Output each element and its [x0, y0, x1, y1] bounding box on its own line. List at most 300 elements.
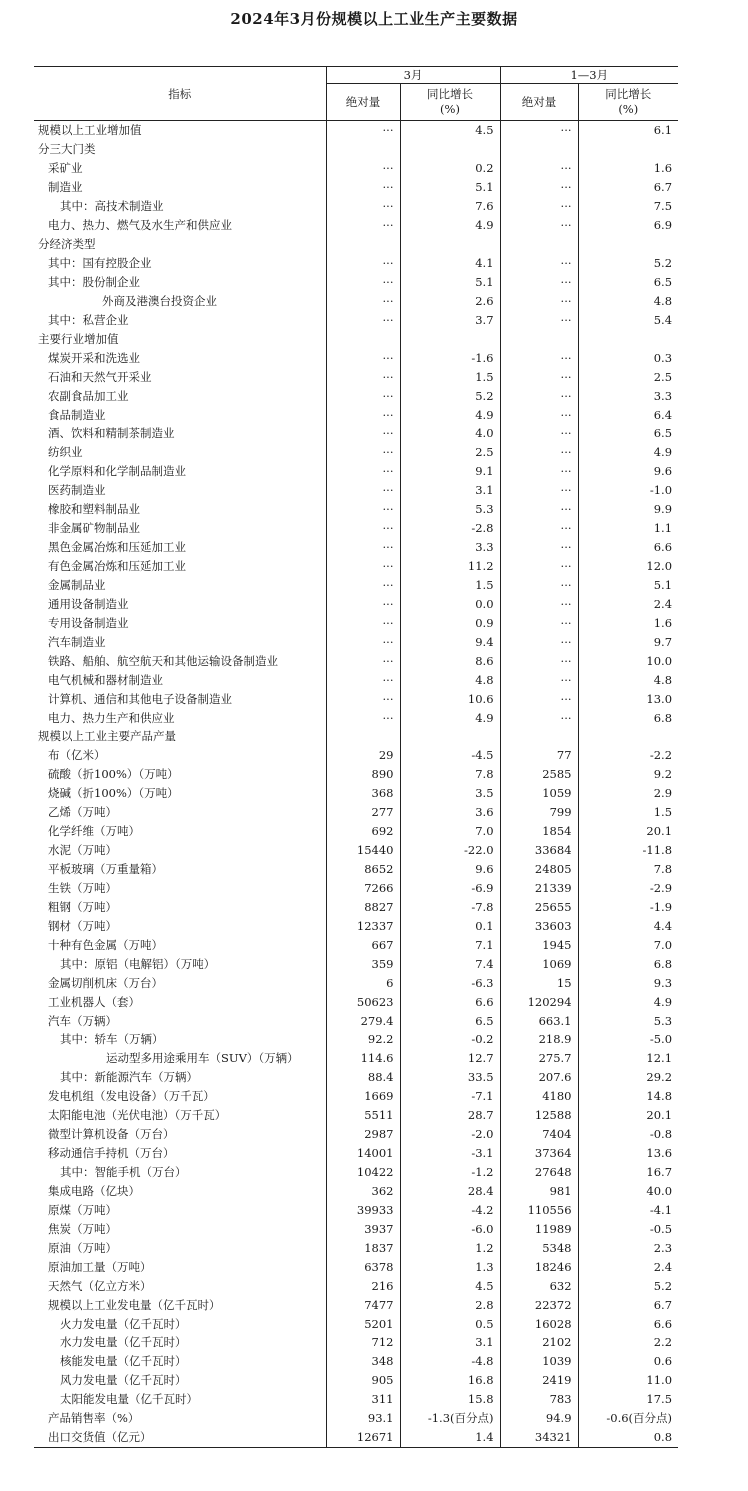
ytd-yoy-cell: -1.9 — [578, 897, 678, 916]
month-yoy-cell: 3.1 — [400, 1333, 500, 1352]
ytd-abs-cell: ··· — [500, 500, 578, 519]
month-abs-cell: 311 — [326, 1390, 400, 1409]
ytd-abs-cell: 5348 — [500, 1238, 578, 1257]
ytd-yoy-cell: 0.3 — [578, 348, 678, 367]
table-row — [34, 1314, 678, 1333]
ytd-yoy-cell: 9.9 — [578, 500, 678, 519]
month-abs-cell: ··· — [326, 651, 400, 670]
row-label: 平板玻璃（万重量箱） — [48, 862, 163, 877]
ytd-yoy-cell: 13.6 — [578, 1144, 678, 1163]
month-yoy-cell: 4.9 — [400, 216, 500, 235]
row-label: 煤炭开采和洗选业 — [48, 350, 140, 365]
ytd-abs-cell: ··· — [500, 576, 578, 595]
table-row — [34, 1333, 678, 1352]
month-yoy-cell: 4.5 — [400, 121, 500, 140]
row-label: 工业机器人（套） — [48, 994, 140, 1009]
month-yoy-cell: -2.0 — [400, 1125, 500, 1144]
table-row — [34, 367, 678, 386]
ytd-abs-cell: ··· — [500, 159, 578, 178]
month-yoy-cell: 4.0 — [400, 424, 500, 443]
month-yoy-cell: 1.2 — [400, 1238, 500, 1257]
ytd-abs-cell: ··· — [500, 538, 578, 557]
table-row — [34, 462, 678, 481]
month-yoy-cell: 9.6 — [400, 860, 500, 879]
ytd-yoy-cell: 1.6 — [578, 613, 678, 632]
ytd-yoy-cell: 7.0 — [578, 935, 678, 954]
month-yoy-cell: -6.0 — [400, 1219, 500, 1238]
table-row — [34, 405, 678, 424]
ytd-yoy-cell: 6.8 — [578, 708, 678, 727]
ytd-yoy-cell — [578, 727, 678, 746]
table-row — [34, 1049, 678, 1068]
ytd-yoy-cell: 2.4 — [578, 594, 678, 613]
table-row — [34, 254, 678, 273]
ytd-yoy-cell: 13.0 — [578, 689, 678, 708]
table-row — [34, 879, 678, 898]
ytd-abs-cell: 24805 — [500, 860, 578, 879]
ytd-abs-cell: 4180 — [500, 1087, 578, 1106]
row-label: 采矿业 — [48, 161, 83, 176]
table-row — [34, 235, 678, 254]
month-yoy-cell: 7.4 — [400, 954, 500, 973]
ytd-yoy-cell: 4.8 — [578, 291, 678, 310]
row-label: 计算机、通信和其他电子设备制造业 — [48, 691, 232, 706]
month-abs-cell: ··· — [326, 576, 400, 595]
ytd-abs-cell: 2102 — [500, 1333, 578, 1352]
month-yoy-cell: 0.0 — [400, 594, 500, 613]
ytd-yoy-cell: 2.2 — [578, 1333, 678, 1352]
ytd-yoy-cell: 12.1 — [578, 1049, 678, 1068]
month-abs-cell: ··· — [326, 291, 400, 310]
page-title: 2024年3月份规模以上工业生产主要数据 — [230, 10, 518, 28]
table-row — [34, 992, 678, 1011]
table-row — [34, 841, 678, 860]
table-row — [34, 121, 678, 140]
table-row — [34, 1106, 678, 1125]
row-label: 烧碱（折100%）（万吨） — [48, 786, 179, 801]
month-abs-cell: ··· — [326, 708, 400, 727]
month-abs-cell: 216 — [326, 1276, 400, 1295]
ytd-yoy-cell — [578, 235, 678, 254]
ytd-abs-cell: 7404 — [500, 1125, 578, 1144]
month-yoy-cell: 4.8 — [400, 670, 500, 689]
month-yoy-cell: 3.6 — [400, 803, 500, 822]
ytd-abs-cell: 799 — [500, 803, 578, 822]
row-label: 铁路、船舶、航空航天和其他运输设备制造业 — [48, 653, 278, 668]
month-yoy-cell: -1.6 — [400, 348, 500, 367]
ytd-yoy-cell: 0.8 — [578, 1428, 678, 1447]
ytd-yoy-cell: 3.3 — [578, 386, 678, 405]
ytd-abs-cell: ··· — [500, 670, 578, 689]
ytd-yoy-cell: 6.5 — [578, 424, 678, 443]
row-label: 黑色金属冶炼和压延加工业 — [48, 540, 186, 555]
table-row — [34, 500, 678, 519]
month-yoy-cell — [400, 329, 500, 348]
table-row — [34, 860, 678, 879]
row-label: 纺织业 — [48, 445, 83, 460]
row-label: 风力发电量（亿千瓦时） — [60, 1373, 187, 1388]
month-yoy-cell: 0.9 — [400, 613, 500, 632]
month-yoy-cell: 1.5 — [400, 576, 500, 595]
ytd-abs-cell: 1854 — [500, 822, 578, 841]
month-abs-cell: 1837 — [326, 1238, 400, 1257]
month-abs-cell: ··· — [326, 689, 400, 708]
ytd-abs-cell: ··· — [500, 310, 578, 329]
ytd-yoy-cell: 2.9 — [578, 784, 678, 803]
month-yoy-cell: 8.6 — [400, 651, 500, 670]
table-row — [34, 1409, 678, 1428]
header-period-ytd: 1—3月 — [500, 67, 678, 84]
header-yoy-unit: (%) — [618, 102, 639, 116]
row-label: 原煤（万吨） — [48, 1202, 117, 1217]
table-row — [34, 632, 678, 651]
month-abs-cell: 1669 — [326, 1087, 400, 1106]
month-yoy-cell: 15.8 — [400, 1390, 500, 1409]
month-abs-cell: ··· — [326, 613, 400, 632]
ytd-yoy-cell: 2.3 — [578, 1238, 678, 1257]
month-yoy-cell: -4.2 — [400, 1200, 500, 1219]
table-row — [34, 708, 678, 727]
month-abs-cell: ··· — [326, 519, 400, 538]
month-abs-cell: 93.1 — [326, 1409, 400, 1428]
row-label: 电力、热力、燃气及水生产和供应业 — [48, 218, 232, 233]
row-label: 规模以上工业主要产品产量 — [38, 729, 176, 744]
ytd-yoy-cell: -1.0 — [578, 481, 678, 500]
row-label: 汽车制造业 — [48, 634, 106, 649]
month-abs-cell: 88.4 — [326, 1068, 400, 1087]
row-label: 其中：高技术制造业 — [60, 199, 164, 214]
month-yoy-cell: -7.8 — [400, 897, 500, 916]
month-yoy-cell: 16.8 — [400, 1371, 500, 1390]
ytd-yoy-cell: 6.6 — [578, 1314, 678, 1333]
table-row — [34, 216, 678, 235]
row-label: 其中：原铝（电解铝）（万吨） — [60, 956, 216, 971]
month-yoy-cell: 33.5 — [400, 1068, 500, 1087]
table-row — [34, 1068, 678, 1087]
ytd-abs-cell: 110556 — [500, 1200, 578, 1219]
header-yoy-text: 同比增长 — [427, 87, 473, 101]
month-abs-cell: ··· — [326, 348, 400, 367]
table-row — [34, 1276, 678, 1295]
ytd-yoy-cell: 7.8 — [578, 860, 678, 879]
month-abs-cell: 12671 — [326, 1428, 400, 1447]
ytd-abs-cell: 207.6 — [500, 1068, 578, 1087]
month-abs-cell: ··· — [326, 310, 400, 329]
ytd-abs-cell: 1069 — [500, 954, 578, 973]
row-label: 橡胶和塑料制品业 — [48, 502, 140, 517]
ytd-yoy-cell: 6.8 — [578, 954, 678, 973]
month-yoy-cell: 6.5 — [400, 1011, 500, 1030]
month-yoy-cell: 10.6 — [400, 689, 500, 708]
ytd-abs-cell: 783 — [500, 1390, 578, 1409]
row-label: 太阳能发电量（亿千瓦时） — [60, 1392, 198, 1407]
data-table — [34, 66, 678, 1448]
ytd-abs-cell: 2585 — [500, 765, 578, 784]
table-body — [34, 121, 678, 1448]
ytd-abs-cell: ··· — [500, 594, 578, 613]
month-yoy-cell — [400, 235, 500, 254]
table-row — [34, 1352, 678, 1371]
row-label: 集成电路（亿块） — [48, 1183, 140, 1198]
table-row — [34, 1163, 678, 1182]
ytd-yoy-cell: 10.0 — [578, 651, 678, 670]
month-abs-cell: ··· — [326, 670, 400, 689]
ytd-yoy-cell: 20.1 — [578, 1106, 678, 1125]
ytd-abs-cell — [500, 329, 578, 348]
ytd-abs-cell: 218.9 — [500, 1030, 578, 1049]
month-abs-cell: 667 — [326, 935, 400, 954]
ytd-abs-cell: 632 — [500, 1276, 578, 1295]
month-abs-cell: 12337 — [326, 916, 400, 935]
row-label: 汽车（万辆） — [48, 1013, 117, 1028]
ytd-yoy-cell: -2.2 — [578, 746, 678, 765]
table-row — [34, 310, 678, 329]
month-yoy-cell: 5.1 — [400, 273, 500, 292]
month-yoy-cell: 9.1 — [400, 462, 500, 481]
table-row — [34, 1390, 678, 1409]
month-yoy-cell: 5.2 — [400, 386, 500, 405]
month-abs-cell: 8827 — [326, 897, 400, 916]
ytd-abs-cell — [500, 235, 578, 254]
month-abs-cell: 3937 — [326, 1219, 400, 1238]
table-header — [34, 67, 678, 121]
header-yoy-text: 同比增长 — [605, 87, 652, 101]
header-month-yoy — [400, 84, 500, 121]
ytd-yoy-cell: 6.9 — [578, 216, 678, 235]
ytd-abs-cell: ··· — [500, 519, 578, 538]
month-yoy-cell: 7.1 — [400, 935, 500, 954]
ytd-abs-cell: ··· — [500, 613, 578, 632]
table-row — [34, 1295, 678, 1314]
ytd-abs-cell: ··· — [500, 386, 578, 405]
ytd-abs-cell: 1945 — [500, 935, 578, 954]
ytd-yoy-cell: -0.6(百分点) — [578, 1409, 678, 1428]
month-abs-cell: ··· — [326, 481, 400, 500]
table-row — [34, 348, 678, 367]
header-period-month: 3月 — [326, 67, 500, 84]
ytd-yoy-cell: 2.4 — [578, 1257, 678, 1276]
ytd-abs-cell: 15 — [500, 973, 578, 992]
month-yoy-cell: 2.6 — [400, 291, 500, 310]
row-label: 天然气（亿立方米） — [48, 1278, 152, 1293]
ytd-abs-cell: 22372 — [500, 1295, 578, 1314]
ytd-abs-cell: 25655 — [500, 897, 578, 916]
ytd-yoy-cell: 1.5 — [578, 803, 678, 822]
month-yoy-cell: -7.1 — [400, 1087, 500, 1106]
row-label: 金属制品业 — [48, 577, 106, 592]
month-yoy-cell: -2.8 — [400, 519, 500, 538]
row-label: 其中：股份制企业 — [48, 274, 140, 289]
row-label: 太阳能电池（光伏电池）（万千瓦） — [48, 1108, 227, 1123]
month-abs-cell: ··· — [326, 197, 400, 216]
month-abs-cell: 8652 — [326, 860, 400, 879]
row-label: 粗钢（万吨） — [48, 899, 117, 914]
row-label: 其中：轿车（万辆） — [60, 1032, 164, 1047]
row-label: 酒、饮料和精制茶制造业 — [48, 426, 175, 441]
ytd-abs-cell: 16028 — [500, 1314, 578, 1333]
row-label: 电气机械和器材制造业 — [48, 672, 163, 687]
ytd-yoy-cell: 2.5 — [578, 367, 678, 386]
ytd-abs-cell: 663.1 — [500, 1011, 578, 1030]
month-abs-cell: 92.2 — [326, 1030, 400, 1049]
table-row — [34, 538, 678, 557]
month-yoy-cell: 5.1 — [400, 178, 500, 197]
row-label: 运动型多用途乘用车（SUV）（万辆） — [106, 1051, 299, 1066]
header-month-abs: 绝对量 — [326, 84, 400, 121]
table-row — [34, 1428, 678, 1447]
month-abs-cell: 114.6 — [326, 1049, 400, 1068]
table-row — [34, 765, 678, 784]
ytd-abs-cell: 34321 — [500, 1428, 578, 1447]
month-yoy-cell: 4.1 — [400, 254, 500, 273]
row-label: 其中：智能手机（万台） — [60, 1165, 187, 1180]
month-abs-cell: 279.4 — [326, 1011, 400, 1030]
table-row — [34, 159, 678, 178]
table-row — [34, 443, 678, 462]
ytd-yoy-cell — [578, 140, 678, 159]
ytd-abs-cell — [500, 140, 578, 159]
ytd-abs-cell: ··· — [500, 254, 578, 273]
table-row — [34, 670, 678, 689]
ytd-abs-cell: 2419 — [500, 1371, 578, 1390]
ytd-yoy-cell: -0.5 — [578, 1219, 678, 1238]
ytd-yoy-cell: 1.6 — [578, 159, 678, 178]
row-label: 有色金属冶炼和压延加工业 — [48, 559, 186, 574]
row-label: 出口交货值（亿元） — [34, 1428, 326, 1447]
ytd-abs-cell: ··· — [500, 405, 578, 424]
ytd-yoy-cell: 5.4 — [578, 310, 678, 329]
month-yoy-cell: 6.6 — [400, 992, 500, 1011]
table-row — [34, 1200, 678, 1219]
ytd-yoy-cell: 29.2 — [578, 1068, 678, 1087]
row-label: 生铁（万吨） — [48, 880, 117, 895]
ytd-yoy-cell: 16.7 — [578, 1163, 678, 1182]
month-yoy-cell: -3.1 — [400, 1144, 500, 1163]
month-yoy-cell: -4.5 — [400, 746, 500, 765]
month-abs-cell: ··· — [326, 424, 400, 443]
table-row — [34, 973, 678, 992]
month-abs-cell: 50623 — [326, 992, 400, 1011]
row-label: 金属切削机床（万台） — [48, 975, 163, 990]
row-label: 布（亿米） — [48, 748, 106, 763]
table-row — [34, 386, 678, 405]
ytd-abs-cell: 77 — [500, 746, 578, 765]
table-row — [34, 822, 678, 841]
table-row — [34, 613, 678, 632]
ytd-yoy-cell: 0.6 — [578, 1352, 678, 1371]
ytd-abs-cell: 1039 — [500, 1352, 578, 1371]
ytd-abs-cell: 11989 — [500, 1219, 578, 1238]
month-abs-cell: 7477 — [326, 1295, 400, 1314]
row-label: 食品制造业 — [48, 407, 106, 422]
ytd-yoy-cell: 14.8 — [578, 1087, 678, 1106]
table-row — [34, 1371, 678, 1390]
ytd-abs-cell: ··· — [500, 424, 578, 443]
month-yoy-cell: 3.1 — [400, 481, 500, 500]
ytd-abs-cell: ··· — [500, 708, 578, 727]
ytd-yoy-cell: 4.9 — [578, 443, 678, 462]
month-yoy-cell: -1.3(百分点) — [400, 1409, 500, 1428]
table-row — [34, 197, 678, 216]
month-abs-cell: ··· — [326, 367, 400, 386]
month-abs-cell: 7266 — [326, 879, 400, 898]
ytd-abs-cell: ··· — [500, 632, 578, 651]
ytd-abs-cell: 33603 — [500, 916, 578, 935]
table-row — [34, 291, 678, 310]
month-abs-cell: ··· — [326, 443, 400, 462]
table-row — [34, 1257, 678, 1276]
table-row — [34, 519, 678, 538]
table-row — [34, 689, 678, 708]
header-ytd-abs: 绝对量 — [500, 84, 578, 121]
ytd-yoy-cell: 6.1 — [578, 121, 678, 140]
month-abs-cell: 29 — [326, 746, 400, 765]
row-label: 焦炭（万吨） — [48, 1221, 117, 1236]
month-abs-cell: 14001 — [326, 1144, 400, 1163]
row-label: 其中：国有控股企业 — [48, 256, 152, 271]
ytd-abs-cell: ··· — [500, 291, 578, 310]
month-abs-cell: 10422 — [326, 1163, 400, 1182]
month-yoy-cell: 5.3 — [400, 500, 500, 519]
month-abs-cell: 905 — [326, 1371, 400, 1390]
ytd-yoy-cell: 5.2 — [578, 1276, 678, 1295]
month-yoy-cell: 0.2 — [400, 159, 500, 178]
row-label: 硫酸（折100%）（万吨） — [48, 767, 179, 782]
month-abs-cell: ··· — [326, 557, 400, 576]
month-abs-cell: ··· — [326, 538, 400, 557]
ytd-yoy-cell: 40.0 — [578, 1182, 678, 1201]
row-label: 其中：私营企业 — [48, 312, 129, 327]
row-label: 十种有色金属（万吨） — [48, 937, 163, 952]
ytd-yoy-cell: -4.1 — [578, 1200, 678, 1219]
row-label: 主要行业增加值 — [38, 331, 119, 346]
table-row — [34, 803, 678, 822]
row-label: 规模以上工业发电量（亿千瓦时） — [48, 1297, 221, 1312]
row-label: 微型计算机设备（万台） — [48, 1127, 175, 1142]
ytd-abs-cell: 94.9 — [500, 1409, 578, 1428]
month-yoy-cell: -6.9 — [400, 879, 500, 898]
ytd-yoy-cell: 6.6 — [578, 538, 678, 557]
table-row — [34, 954, 678, 973]
month-yoy-cell — [400, 727, 500, 746]
ytd-abs-cell: ··· — [500, 481, 578, 500]
ytd-yoy-cell: 1.1 — [578, 519, 678, 538]
ytd-yoy-cell: -2.9 — [578, 879, 678, 898]
ytd-abs-cell — [500, 727, 578, 746]
month-yoy-cell: -22.0 — [400, 841, 500, 860]
ytd-abs-cell: 12588 — [500, 1106, 578, 1125]
table-row — [34, 1144, 678, 1163]
ytd-abs-cell: 1059 — [500, 784, 578, 803]
row-label: 原油（万吨） — [48, 1240, 117, 1255]
row-label: 其中：新能源汽车（万辆） — [60, 1070, 198, 1085]
table-row — [34, 1030, 678, 1049]
ytd-yoy-cell: -0.8 — [578, 1125, 678, 1144]
month-abs-cell: 5511 — [326, 1106, 400, 1125]
row-label: 通用设备制造业 — [48, 596, 129, 611]
ytd-abs-cell: ··· — [500, 462, 578, 481]
month-yoy-cell: 7.6 — [400, 197, 500, 216]
ytd-abs-cell: ··· — [500, 121, 578, 140]
header-yoy-unit: (%) — [440, 102, 460, 116]
ytd-yoy-cell: 4.8 — [578, 670, 678, 689]
table-row — [34, 1219, 678, 1238]
month-abs-cell — [326, 140, 400, 159]
month-yoy-cell: 4.9 — [400, 708, 500, 727]
month-yoy-cell: -0.2 — [400, 1030, 500, 1049]
ytd-yoy-cell: 20.1 — [578, 822, 678, 841]
table-row — [34, 424, 678, 443]
